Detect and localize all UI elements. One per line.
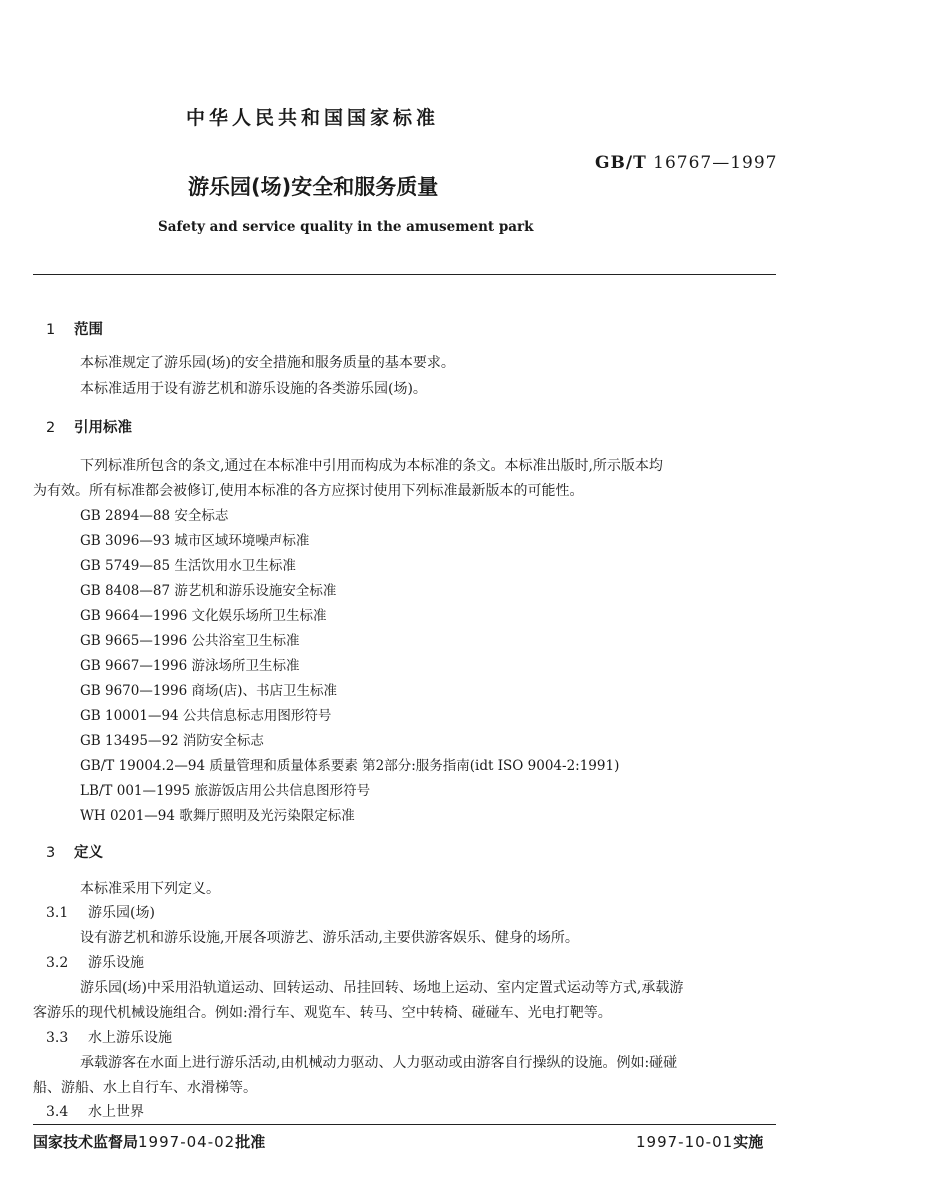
implementation-date: 1997-10-01 <box>636 1133 734 1151</box>
definition-3-3-text-line-1: 承载游客在水面上进行游乐活动,由机械动力驱动、人力驱动或由游客自行操纵的设施。例如:碰碰 <box>80 1055 678 1071</box>
header-divider <box>33 274 776 275</box>
reference-item: WH 0201—94 歌舞厅照明及光污染限定标准 <box>80 808 355 824</box>
reference-item: GB 9665—1996 公共浴室卫生标准 <box>80 633 300 649</box>
definition-3-2-text-line-1: 游乐园(场)中采用沿轨道运动、回转运动、吊挂回转、场地上运动、室内定置式运动等方式,承载游 <box>80 980 684 996</box>
section-1-paragraph-1: 本标准规定了游乐园(场)的安全措施和服务质量的基本要求。 <box>80 355 455 371</box>
definition-3-2-title: 游乐设施 <box>88 955 144 971</box>
definition-3-4-title: 水上世界 <box>88 1104 144 1120</box>
section-2-paragraph-line-2: 为有效。所有标准都会被修订,使用本标准的各方应探讨使用下列标准最新版本的可能性。 <box>33 483 584 499</box>
reference-item: GB 9664—1996 文化娱乐场所卫生标准 <box>80 608 327 624</box>
section-2-number: 2 <box>46 420 56 436</box>
approval-line <box>33 1131 265 1152</box>
section-2-title: 引用标准 <box>74 420 132 436</box>
section-1-title: 范围 <box>74 322 103 338</box>
reference-item: GB 2894—88 安全标志 <box>80 508 229 524</box>
reference-item: GB 13495—92 消防安全标志 <box>80 733 264 749</box>
section-1-heading <box>46 318 103 339</box>
issuing-authority: 国家技术监督局 <box>33 1133 139 1151</box>
section-3-heading <box>46 841 103 862</box>
section-2-heading <box>46 416 132 437</box>
reference-item: GB 8408—87 游艺机和游乐设施安全标准 <box>80 583 337 599</box>
section-3-number: 3 <box>46 845 56 861</box>
section-3-title: 定义 <box>74 845 103 861</box>
section-2-paragraph-line-1: 下列标准所包含的条文,通过在本标准中引用而构成为本标准的条文。本标准出版时,所示版本均 <box>80 458 663 474</box>
standard-code-number: 16767—1997 <box>646 153 778 173</box>
definition-3-4-number: 3.4 <box>46 1104 69 1120</box>
section-3-intro: 本标准采用下列定义。 <box>80 881 220 897</box>
national-standard-heading: 中华人民共和国国家标准 <box>186 107 440 129</box>
definition-3-2-heading <box>46 952 144 972</box>
definition-3-1-title: 游乐园(场) <box>88 905 155 921</box>
section-1-number: 1 <box>46 322 56 338</box>
standard-code <box>595 153 778 173</box>
definition-3-1-heading <box>46 902 155 922</box>
reference-item: GB 10001—94 公共信息标志用图形符号 <box>80 708 332 724</box>
reference-item: LB/T 001—1995 旅游饭店用公共信息图形符号 <box>80 783 371 799</box>
definition-3-1-number: 3.1 <box>46 905 69 921</box>
definition-3-3-text-line-2: 船、游船、水上自行车、水滑梯等。 <box>33 1080 257 1096</box>
reference-item: GB 3096—93 城市区域环境噪声标准 <box>80 533 310 549</box>
reference-item: GB 5749—85 生活饮用水卫生标准 <box>80 558 296 574</box>
definition-3-4-heading <box>46 1101 144 1121</box>
section-1-paragraph-2: 本标准适用于设有游艺机和游乐设施的各类游乐园(场)。 <box>80 381 427 397</box>
definition-3-1-text: 设有游艺机和游乐设施,开展各项游艺、游乐活动,主要供游客娱乐、健身的场所。 <box>80 930 579 946</box>
definition-3-2-number: 3.2 <box>46 955 69 971</box>
definition-3-3-heading <box>46 1027 172 1047</box>
approval-label: 批准 <box>235 1133 266 1151</box>
reference-item: GB 9667—1996 游泳场所卫生标准 <box>80 658 300 674</box>
document-title-en: Safety and service quality in the amusement park <box>158 219 534 235</box>
document-title-cn: 游乐园(场)安全和服务质量 <box>188 175 439 199</box>
implementation-label: 实施 <box>733 1133 764 1151</box>
approval-date: 1997-04-02 <box>138 1133 236 1151</box>
definition-3-3-number: 3.3 <box>46 1030 69 1046</box>
implementation-line <box>636 1131 763 1152</box>
reference-item: GB/T 19004.2—94 质量管理和质量体系要素 第2部分:服务指南(idt ISO 9004-2:1991) <box>80 758 620 774</box>
definition-3-3-title: 水上游乐设施 <box>88 1030 172 1046</box>
footer-divider <box>33 1124 776 1125</box>
standard-code-prefix: GB/T <box>595 153 647 173</box>
reference-item: GB 9670—1996 商场(店)、书店卫生标准 <box>80 683 338 699</box>
definition-3-2-text-line-2: 客游乐的现代机械设施组合。例如:滑行车、观览车、转马、空中转椅、碰碰车、光电打靶等。 <box>33 1005 612 1021</box>
